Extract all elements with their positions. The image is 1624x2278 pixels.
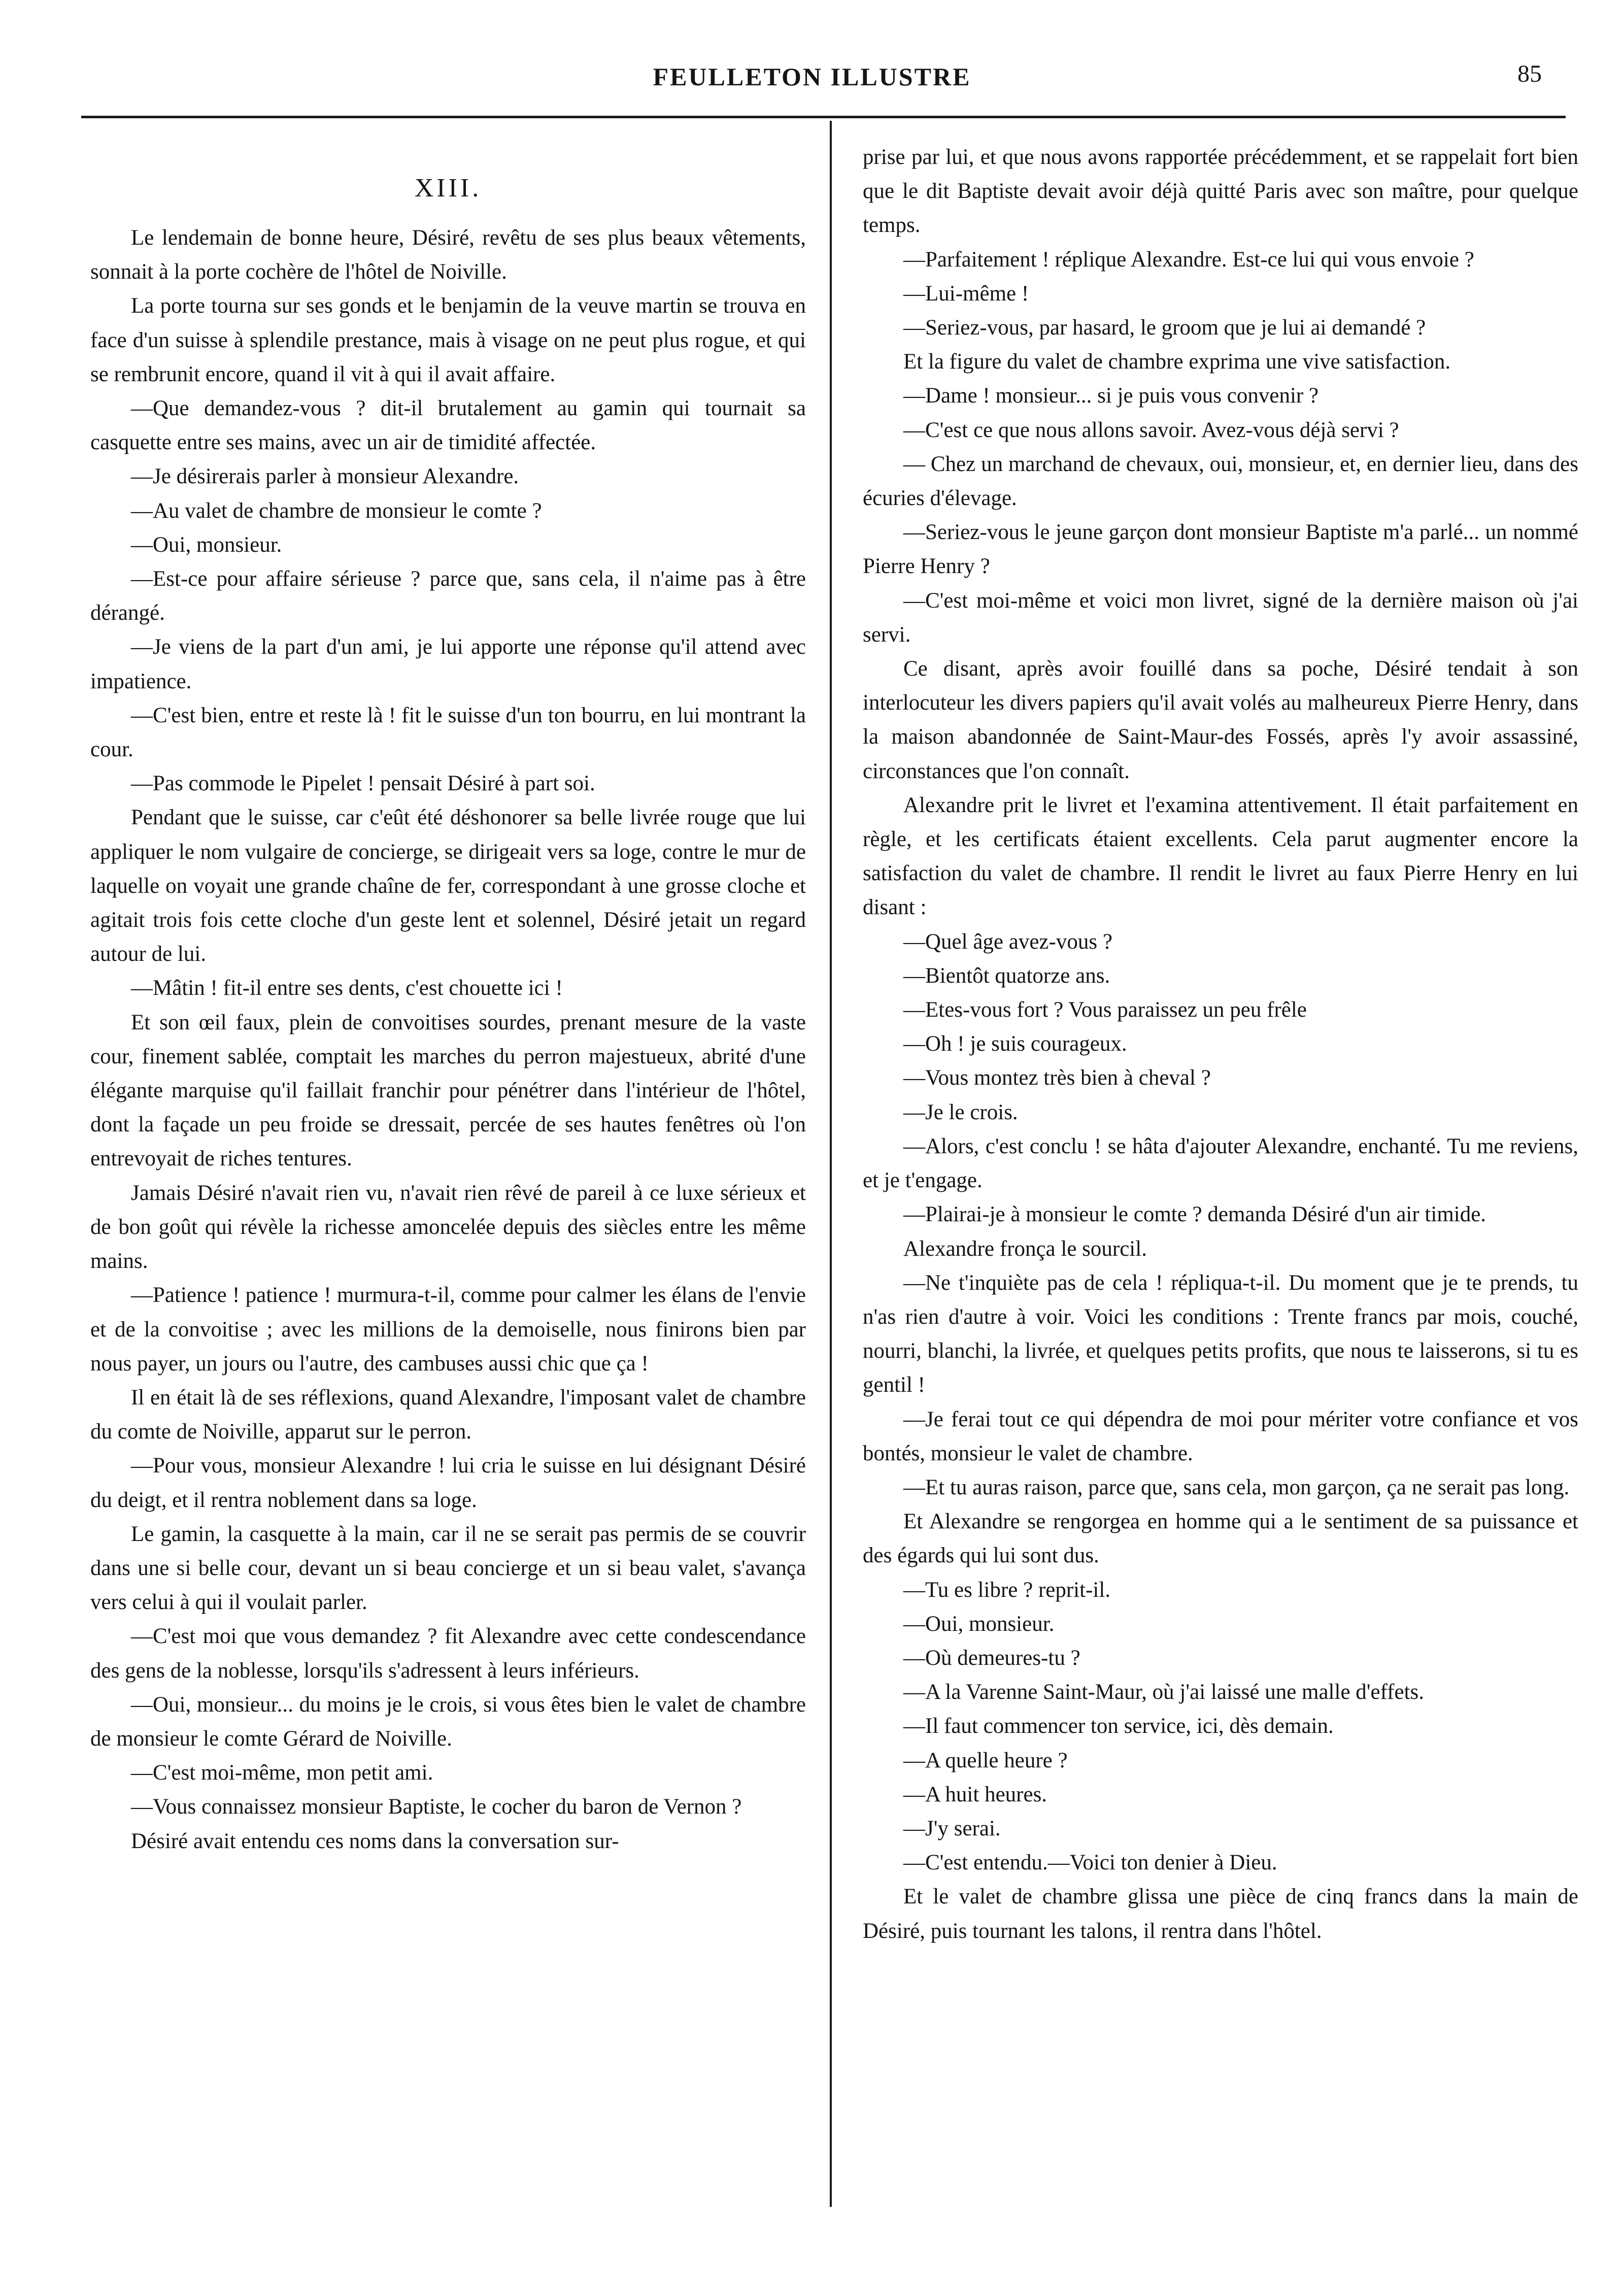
paragraph: —Pour vous, monsieur Alexandre ! lui cria le suisse en lui désignant Désiré du deigt, et il rentra noblement dans sa loge. (90, 1454, 806, 1512)
paragraph: —Au valet de chambre de monsieur le comte ? (131, 498, 542, 523)
paragraph: —Seriez-vous, par hasard, le groom que je lui ai demandé ? (903, 316, 1426, 340)
paragraph: —C'est ce que nous allons savoir. Avez-vous déjà servi ? (903, 418, 1399, 442)
paragraph: —Où demeures-tu ? (903, 1646, 1080, 1670)
paragraph: —Vous connaissez monsieur Baptiste, le cocher du baron de Vernon ? (131, 1795, 742, 1819)
paragraph: Le lendemain de bonne heure, Désiré, revêtu de ses plus beaux vêtements, sonnait à la porte cochère de l'hôtel de Noiville. (90, 226, 806, 284)
paragraph: —A la Varenne Saint-Maur, où j'ai laissé une malle d'effets. (903, 1680, 1424, 1704)
paragraph: Ce disant, après avoir fouillé dans sa poche, Désiré tendait à son interlocuteur les divers papiers qu'il avait volés au malheureux Pierre Henry, dans la maison abandonnée de Saint-Maur-des Fossés, après l'y avoir assassiné, circonstances que l'on connaît. (863, 657, 1578, 783)
paragraph: —Alors, c'est conclu ! se hâta d'ajouter Alexandre, enchanté. Tu me reviens, et je t'engage. (863, 1134, 1578, 1193)
paragraph: —Je viens de la part d'un ami, je lui apporte une réponse qu'il attend avec impatience. (90, 635, 806, 693)
paragraph: —Lui-même ! (903, 281, 1029, 306)
paragraph: —Etes-vous fort ? Vous paraissez un peu frêle (903, 998, 1307, 1022)
paragraph: Il en était là de ses réflexions, quand Alexandre, l'imposant valet de chambre du comte de Noiville, apparut sur le perron. (90, 1385, 806, 1444)
paragraph: —C'est bien, entre et reste là ! fit le suisse d'un ton bourru, en lui montrant la cour. (90, 703, 806, 762)
paragraph: Jamais Désiré n'avait rien vu, n'avait rien rêvé de pareil à ce luxe sérieux et de bon goût qui révèle la richesse amoncelée depuis des siècles entre les même mains. (90, 1181, 806, 1274)
column-divider (830, 121, 832, 2207)
left-paragraphs (90, 221, 806, 1858)
paragraph: —Oui, monsieur. (131, 532, 282, 557)
paragraph: —Est-ce pour affaire sérieuse ? parce que, sans cela, il n'aime pas à être dérangé. (90, 567, 806, 625)
header-rule (81, 116, 1566, 118)
paragraph: —Vous montez très bien à cheval ? (903, 1066, 1211, 1090)
paragraph: Et la figure du valet de chambre exprima une vive satisfaction. (903, 350, 1451, 374)
paragraph: Et Alexandre se rengorgea en homme qui a le sentiment de sa puissance et des égards qui lui sont dus. (863, 1510, 1578, 1568)
paragraph: —Ne t'inquiète pas de cela ! répliqua-t-il. Du moment que je te prends, tu n'as rien d'autre à voir. Voici les conditions : Trente francs par mois, couché, nourri, blanchi, la livrée, et quelques petits profits, que nous te laisserons, si tu es gentil ! (863, 1270, 1578, 1397)
paragraph: —Dame ! monsieur... si je puis vous convenir ? (903, 384, 1319, 408)
paragraph: Alexandre prit le livret et l'examina attentivement. Il était parfaitement en règle, et les certificats étaient excellents. Cela parut augmenter encore la satisfaction du valet de chambre. Il rendit le livret au faux Pierre Henry en lui disant : (863, 793, 1578, 920)
paragraph: —C'est moi-même, mon petit ami. (131, 1761, 433, 1785)
paragraph: —Quel âge avez-vous ? (903, 929, 1112, 954)
paragraph: Alexandre fronça le sourcil. (903, 1236, 1147, 1261)
paragraph: —Oui, monsieur. (903, 1612, 1055, 1636)
paragraph: —C'est moi que vous demandez ? fit Alexandre avec cette condescendance des gens de la noblesse, lorsqu'ils s'adressent à leurs inférieurs. (90, 1624, 806, 1683)
paragraph: —C'est moi-même et voici mon livret, signé de la dernière maison où j'ai servi. (863, 588, 1578, 647)
paragraph: —Oh ! je suis courageux. (903, 1032, 1127, 1056)
running-header-title: FEULLETON ILLUSTRE (653, 62, 971, 91)
paragraph: Le gamin, la casquette à la main, car il ne se serait pas permis de se couvrir dans une si belle cour, devant un si beau concierge et un si beau valet, s'avança vers celui à qui il voulait parler. (90, 1522, 806, 1615)
paragraph: Désiré avait entendu ces noms dans la conversation sur- (131, 1829, 619, 1853)
paragraph: —Que demandez-vous ? dit-il brutalement au gamin qui tournait sa casquette entre ses mains, avec un air de timidité affectée. (90, 396, 806, 455)
paragraph: —A quelle heure ? (903, 1748, 1068, 1772)
right-paragraphs (863, 243, 1578, 1948)
paragraph: —Mâtin ! fit-il entre ses dents, c'est chouette ici ! (131, 976, 563, 1000)
continued-paragraph: prise par lui, et que nous avons rapportée précédemment, et se rappelait fort bien que le dit Baptiste devait avoir déjà quitté Paris avec son maître, pour quelque temps. (863, 145, 1578, 238)
paragraph: La porte tourna sur ses gonds et le benjamin de la veuve martin se trouva en face d'un suisse à splendile prestance, mais à visage on ne peut plus rogue, et qui se rembrunit encore, quand il vit à qui il avait affaire. (90, 294, 806, 386)
paragraph: —Je désirerais parler à monsieur Alexandre. (131, 464, 519, 489)
paragraph: —Oui, monsieur... du moins je le crois, si vous êtes bien le valet de chambre de monsieur le comte Gérard de Noiville. (90, 1692, 806, 1751)
paragraph: —Je le crois. (903, 1100, 1018, 1124)
paragraph: —Bientôt quatorze ans. (903, 963, 1110, 988)
chapter-heading: XIII. (414, 174, 482, 203)
paragraph: —A huit heures. (903, 1782, 1047, 1806)
paragraph: —Pas commode le Pipelet ! pensait Désiré à part soi. (131, 772, 595, 796)
paragraph: —Plairai-je à monsieur le comte ? demanda Désiré d'un air timide. (903, 1202, 1486, 1227)
paragraph: —C'est entendu.—Voici ton denier à Dieu. (903, 1851, 1277, 1875)
right-column (863, 140, 1578, 1948)
paragraph: —Patience ! patience ! murmura-t-il, comme pour calmer les élans de l'envie et de la convoitise ; avec les millions de la demoiselle, nous finirons bien par nous payer, un jours ou l'autre, des cambuses aussi chic que ça ! (90, 1283, 806, 1376)
paragraph: —Seriez-vous le jeune garçon dont monsieur Baptiste m'a parlé... un nommé Pierre Henry ? (863, 520, 1578, 579)
paragraph: —Et tu auras raison, parce que, sans cela, mon garçon, ça ne serait pas long. (903, 1475, 1570, 1499)
paragraph: Et le valet de chambre glissa une pièce de cinq francs dans la main de Désiré, puis tournant les talons, il rentra dans l'hôtel. (863, 1885, 1578, 1943)
paragraph: —Tu es libre ? reprit-il. (903, 1578, 1111, 1602)
paragraph: — Chez un marchand de chevaux, oui, monsieur, et, en dernier lieu, dans des écuries d'élevage. (863, 452, 1578, 511)
paragraph: Pendant que le suisse, car c'eût été déshonorer sa belle livrée rouge que lui appliquer le nom vulgaire de concierge, se dirigeait vers sa loge, contre le mur de laquelle on voyait une grande chaîne de fer, correspondant à une grosse cloche et agitait trois fois cette cloche d'un geste lent et solennel, Désiré jetait un regard autour de lui. (90, 806, 806, 966)
paragraph: —Je ferai tout ce qui dépendra de moi pour mériter votre confiance et vos bontés, monsieur le valet de chambre. (863, 1407, 1578, 1465)
paragraph: —J'y serai. (903, 1816, 1001, 1840)
paragraph: —Parfaitement ! réplique Alexandre. Est-ce lui qui vous envoie ? (903, 247, 1474, 272)
page-number: 85 (1517, 60, 1542, 87)
paragraph: Et son œil faux, plein de convoitises sourdes, prenant mesure de la vaste cour, finement sablée, comptait les marches du perron majestueux, abrité d'une élégante marquise qu'il faillait franchir pour pénétrer dans l'intérieur de l'hôtel, dont la façade un peu froide se dressait, percée de ses hautes fenêtres où l'on entrevoyait de riches tentures. (90, 1010, 806, 1171)
left-column (90, 140, 806, 1858)
paragraph: —Il faut commencer ton service, ici, dès demain. (903, 1714, 1334, 1738)
